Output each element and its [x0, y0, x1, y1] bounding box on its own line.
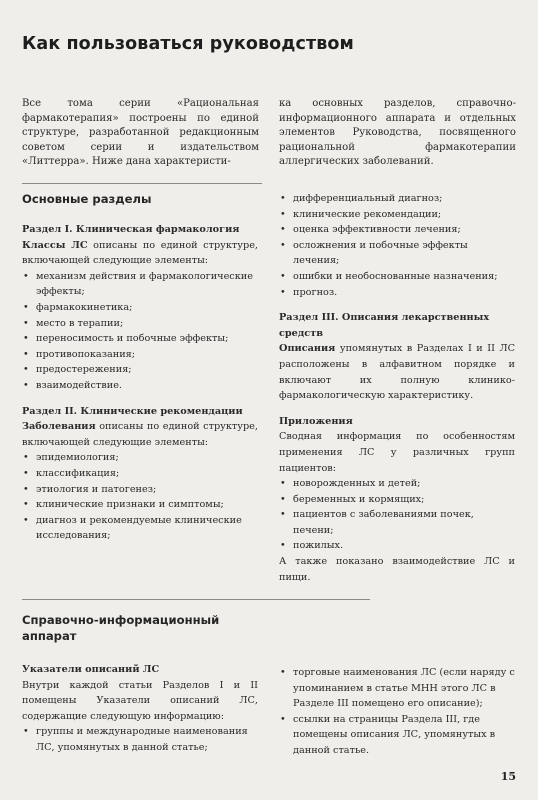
list-item: • пациентов с заболеваниями почек, печени; — [279, 507, 515, 538]
appendix-tail: А также показано взаимодействие ЛС и пищи. — [279, 556, 515, 583]
section1-lead-bold: Классы ЛС — [22, 239, 88, 251]
section-divider-reference — [22, 599, 370, 600]
list-item: • этиология и патогенез; — [22, 482, 258, 498]
list-item: • ошибки и необоснованные назначения; — [279, 269, 515, 285]
main-sections-right-column — [279, 191, 515, 585]
reference-left-column — [22, 662, 258, 756]
list-item: • эпидемиология; — [22, 450, 258, 466]
list-item: • диагноз и рекомендуемые клинические исследования; — [22, 513, 258, 544]
section2-lead-bold: Заболевания — [22, 421, 96, 433]
list-item: • осложнения и побочные эффекты лечения; — [279, 238, 515, 269]
reference-heading: Справочно-информационный аппарат — [22, 613, 220, 643]
list-item: • место в терапии; — [22, 316, 258, 332]
section2-list — [22, 450, 258, 544]
reference-right-column — [279, 665, 515, 759]
list-item: • противопоказания; — [22, 347, 258, 363]
intro-text-left: Все тома серии «Рациональная фармакотерапия» построены по единой структуре, разработанной редакционным советом серии и издательством «Литтерра». Ниже дана характеристи- — [22, 98, 259, 168]
list-item: • новорожденных и детей; — [279, 476, 515, 492]
section3-lead — [279, 341, 515, 403]
appendix-lead: Сводная информация по особенностям применения ЛС у различных групп пациентов: — [279, 431, 515, 474]
appendix-title: Приложения — [279, 415, 353, 427]
section1-lead — [22, 238, 258, 269]
section3-title: Раздел III. Описания лекарственных средств — [279, 312, 490, 339]
list-item: • пожилых. — [279, 538, 515, 554]
list-item: • взаимодействие. — [22, 378, 258, 394]
appendix-list — [279, 476, 515, 554]
section2-cont-list — [279, 191, 515, 300]
list-item: • переносимость и побочные эффекты; — [22, 331, 258, 347]
list-item: • дифференциальный диагноз; — [279, 191, 515, 207]
list-item: • фармакокинетика; — [22, 300, 258, 316]
list-item: • оценка эффективности лечения; — [279, 222, 515, 238]
section1-title: Раздел I. Клиническая фармакология — [22, 224, 240, 235]
section2-lead-text: описаны по единой структуре, включающей следующие элементы: — [22, 421, 258, 448]
main-sections-heading: Основные разделы — [22, 192, 152, 206]
list-item: • предостережения; — [22, 362, 258, 378]
page-number: 15 — [500, 770, 516, 783]
main-sections-left-column — [22, 222, 258, 544]
section2-lead — [22, 419, 258, 450]
list-item: • механизм действия и фармакологические эффекты; — [22, 269, 258, 300]
list-item: • клинические рекомендации; — [279, 207, 515, 223]
indexes-list-right — [279, 665, 515, 759]
section2-title: Раздел II. Клинические рекомендации — [22, 405, 243, 417]
list-item: • клинические признаки и симптомы; — [22, 497, 258, 513]
list-item: • ссылки на страницы Раздела III, где помещены описания ЛС, упомянутых в данной статье. — [279, 712, 515, 759]
list-item: • группы и международные наименования ЛС, упомянутых в данной статье; — [22, 724, 258, 755]
section1-lead-text: описаны по единой структуре, включающей следующие элементы: — [22, 239, 259, 267]
page-title: Как пользоваться руководством — [22, 34, 354, 54]
list-item: • торговые наименования ЛС (если наряду с упоминанием в статье МНН этого ЛС в Разделе III помещено его описание); — [279, 665, 515, 712]
indexes-title: Указатели описаний ЛС — [22, 664, 160, 675]
section-divider-main — [22, 183, 262, 184]
list-item: • беременных и кормящих; — [279, 492, 515, 508]
section3-lead-bold: Описания — [279, 343, 336, 355]
indexes-lead: Внутри каждой статьи Разделов I и II помещены Указатели описаний ЛС, содержащие следующую информацию: — [22, 679, 258, 722]
indexes-list-left — [22, 724, 258, 755]
section3-lead-text: упомянутых в Разделах I и II ЛС расположены в алфавитном порядке и включают их полную клинико-фармакологическую характеристику. — [279, 343, 515, 402]
list-item: • классификация; — [22, 466, 258, 482]
intro-text-right: ка основных разделов, справочно-информационного аппарата и отдельных элементов Руководства, посвященного рациональной фармакотерапии аллергических заболеваний. — [279, 98, 516, 168]
section1-list — [22, 269, 258, 394]
list-item: • прогноз. — [279, 285, 515, 301]
